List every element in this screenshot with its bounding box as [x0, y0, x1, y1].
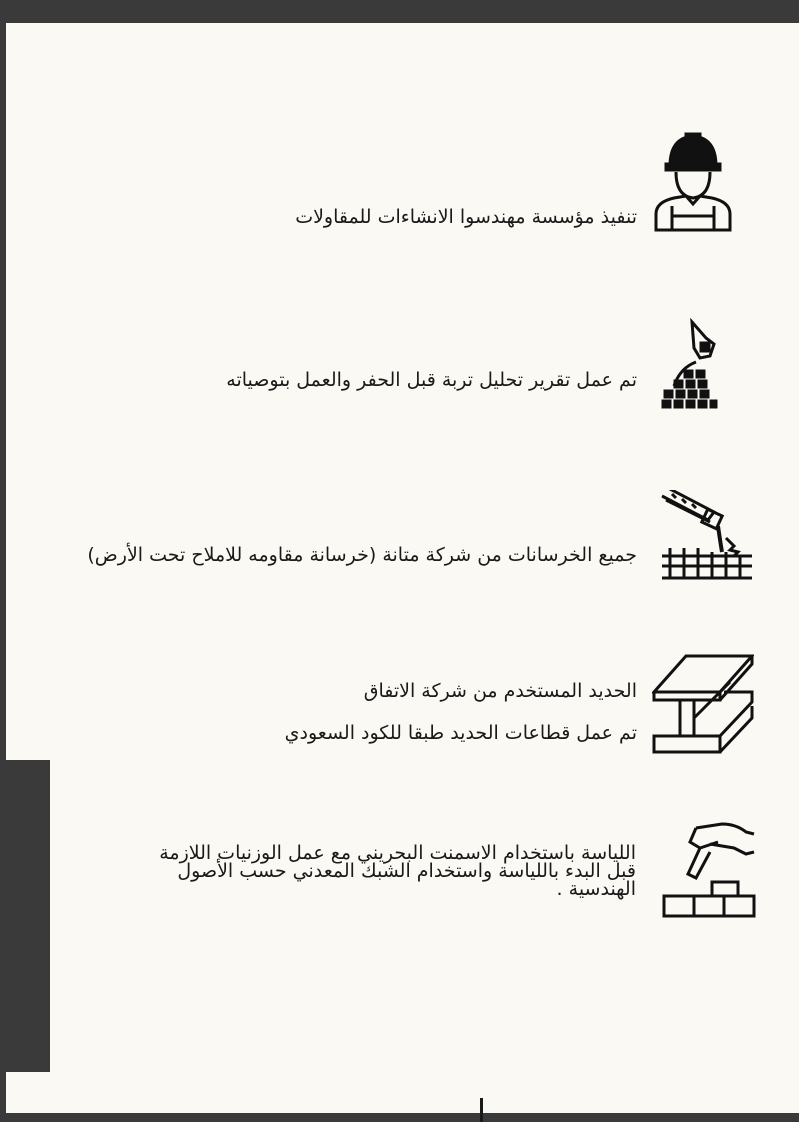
plastering-trowel-bricks-icon: [660, 822, 758, 920]
side-dark-bar: [6, 760, 50, 1072]
steel-i-beams-icon: [652, 652, 754, 756]
bottom-dark-bar: [0, 1113, 799, 1122]
concrete-pouring-icon: [658, 490, 756, 584]
construction-worker-icon: [652, 128, 734, 232]
item-2-text: تم عمل تقرير تحليل تربة قبل الحفر والعمل بتوصياته: [226, 369, 637, 391]
hand-placing-blocks-icon: [660, 318, 718, 412]
item-3-text: جميع الخرسانات من شركة متانة (خرسانة مقاومه للاملاح تحت الأرض): [87, 544, 637, 566]
item-5-paragraph: اللياسة باستخدام الاسمنت البحريني مع عمل الوزنيات اللازمة قبل البدء باللياسة واستخدام الشبك المعدني حسب الأصول الهندسية .: [159, 842, 636, 900]
item-4-line-2: تم عمل قطاعات الحديد طبقا للكود السعودي: [284, 722, 637, 744]
item-4-line-1: الحديد المستخدم من شركة الاتفاق: [363, 680, 637, 702]
item-1-text: تنفيذ مؤسسة مهندسوا الانشاءات للمقاولات: [295, 206, 637, 228]
bottom-tick-mark: [480, 1098, 483, 1122]
